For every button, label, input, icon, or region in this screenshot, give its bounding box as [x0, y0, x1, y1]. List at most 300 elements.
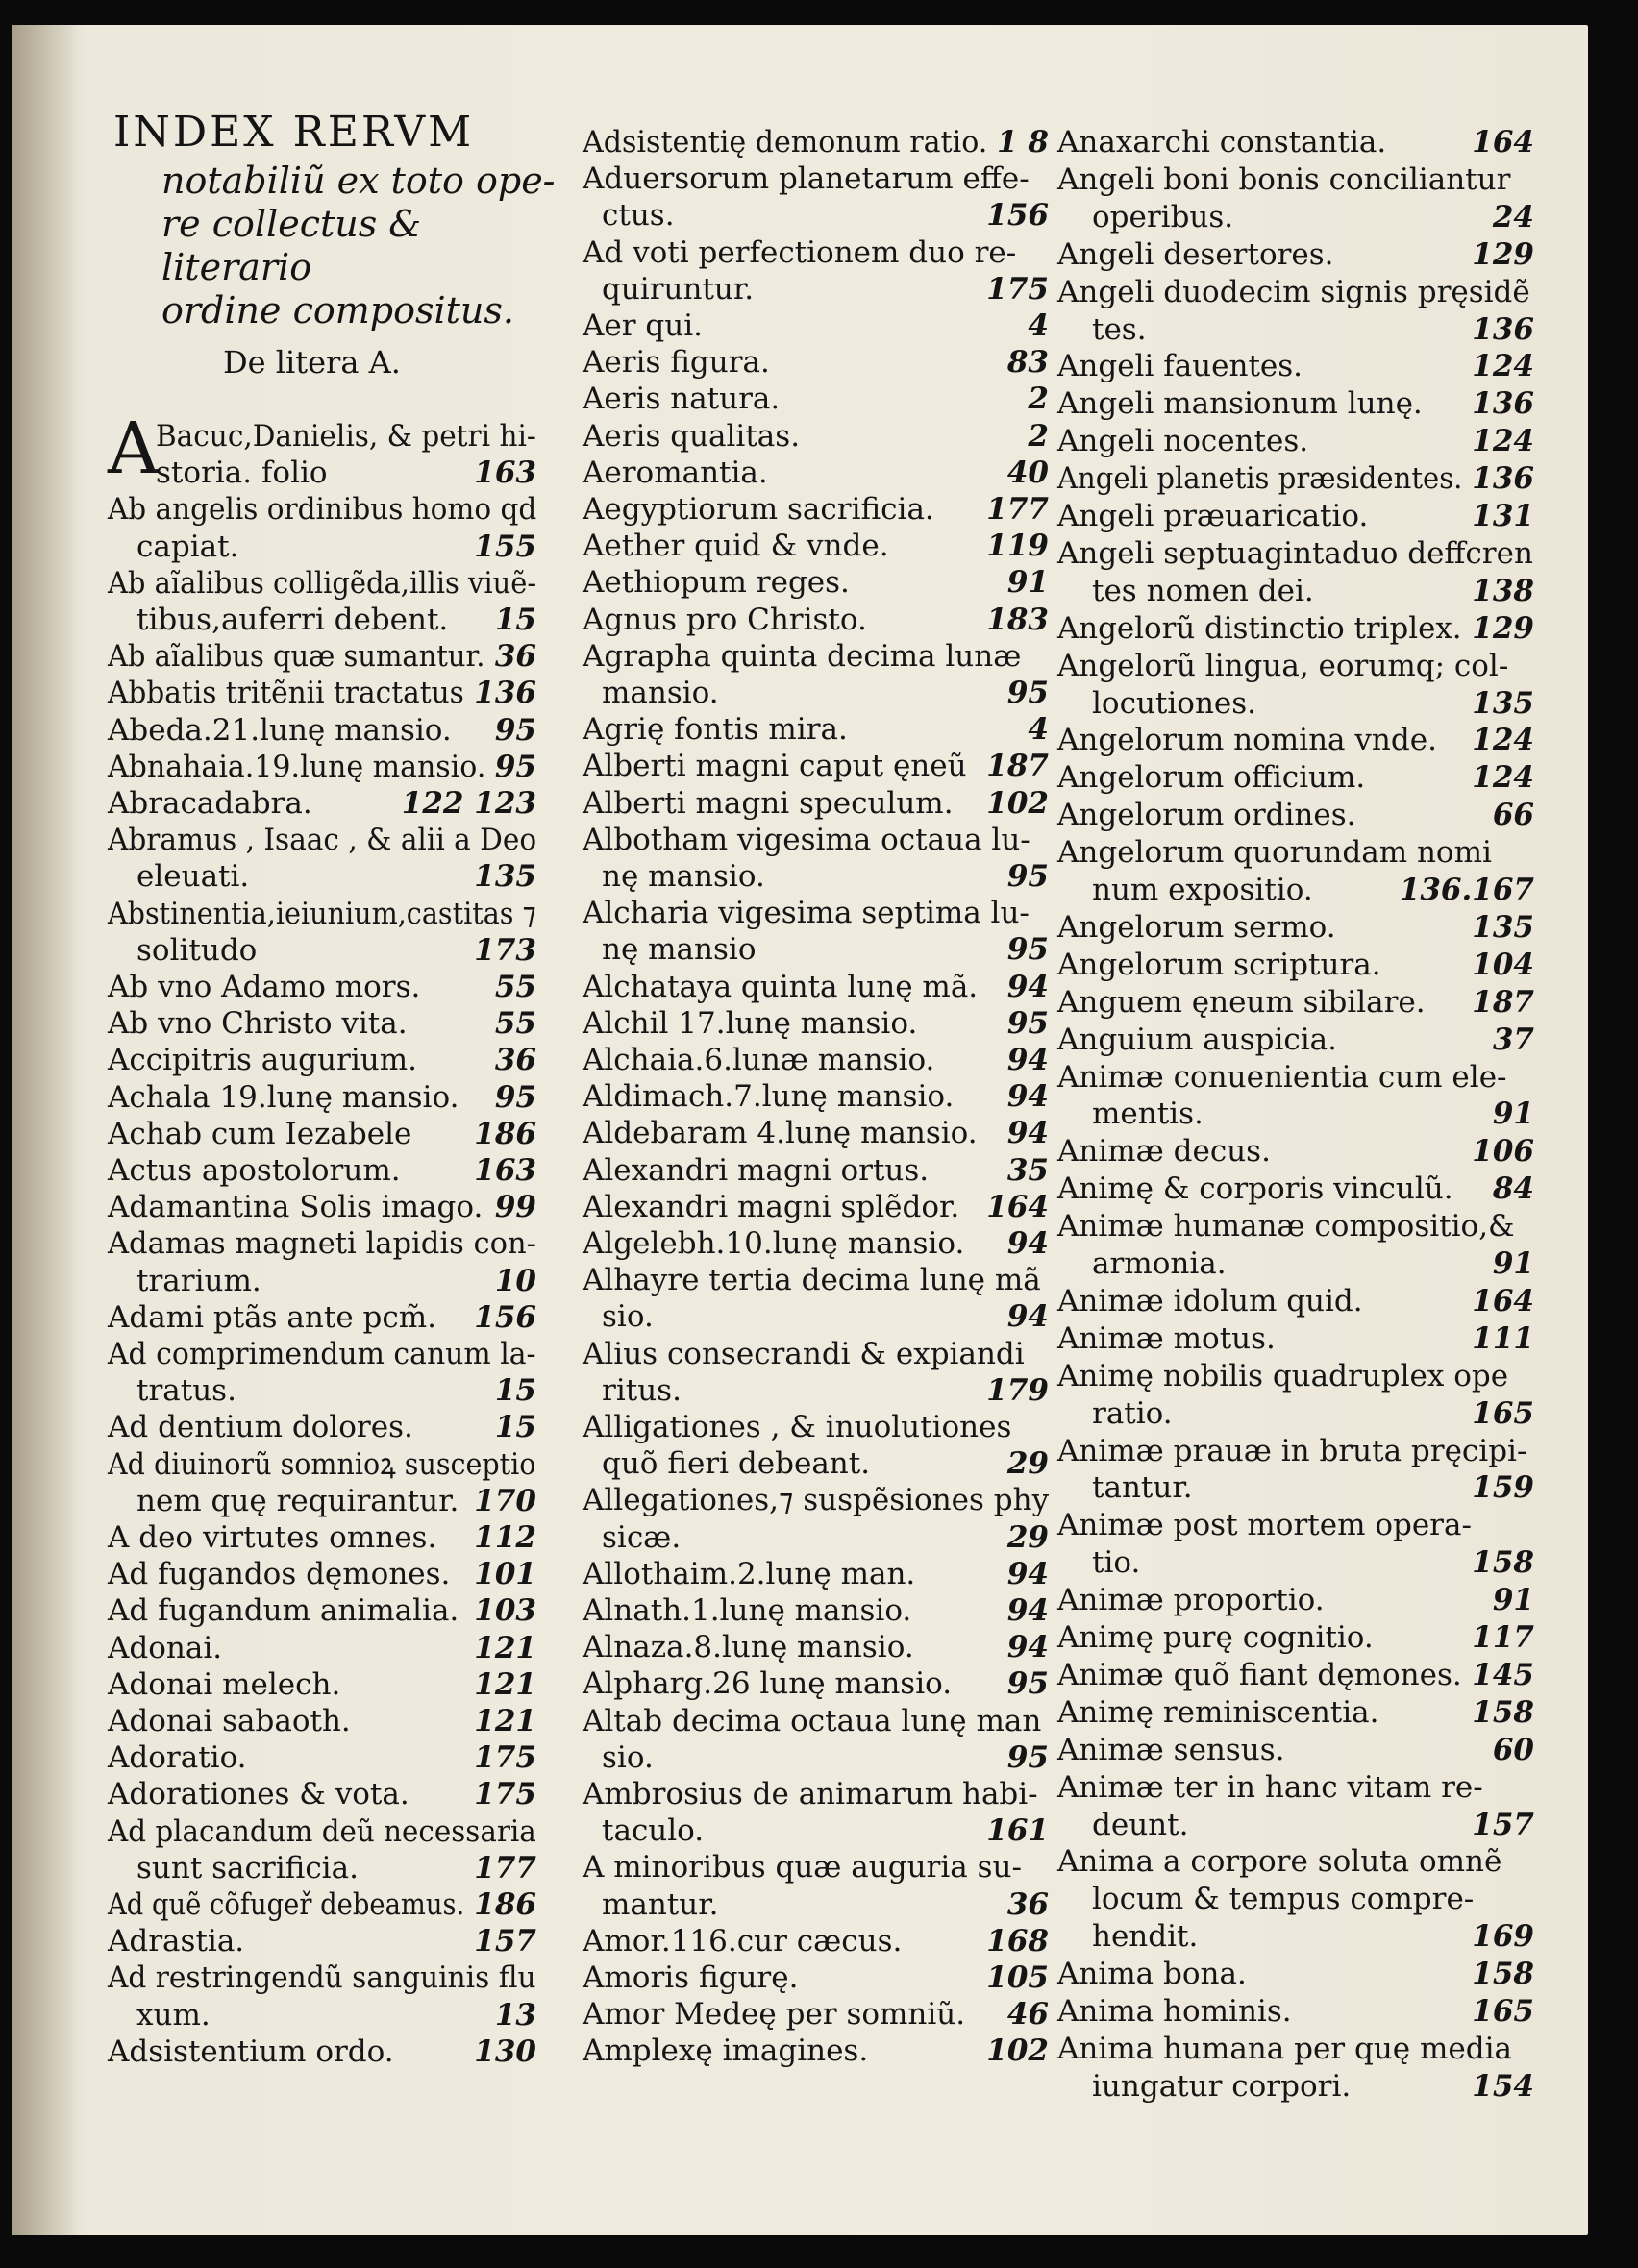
entry-text: Anima bona.: [1057, 1957, 1247, 1992]
entry-page-number: 154: [1472, 2068, 1534, 2104]
entry-page-number: 29: [1006, 1446, 1049, 1482]
entry-page-number: 95: [1006, 1005, 1049, 1041]
entry-text: deunt.: [1092, 1807, 1189, 1842]
entry-text: Animę & corporis vinculũ.: [1057, 1171, 1453, 1207]
index-entry-line: [583, 1777, 1049, 1812]
entry-text: Animæ sensus.: [1057, 1732, 1285, 1767]
entry-page-number: 106: [1472, 1134, 1534, 1170]
index-entry-line: [108, 1631, 536, 1665]
entry-text: Aether quid & vnde.: [583, 529, 889, 564]
entry-text: Ad dentium dolores.: [108, 1410, 413, 1445]
drop-cap: A: [108, 407, 160, 490]
entry-page-number: 46: [1006, 1997, 1049, 2033]
index-entry-line: [583, 456, 1049, 490]
index-entry-line: [108, 750, 536, 784]
index-entry-line: [1057, 237, 1534, 272]
entry-text: xum.: [136, 1997, 211, 2033]
entry-page-number: 175: [474, 1740, 536, 1776]
entry-page-number: 99: [494, 1190, 536, 1225]
entry-page-number: 4: [1028, 308, 1049, 343]
index-entry-line: [108, 1337, 536, 1371]
index-entry-line: [1057, 1396, 1534, 1431]
entry-page-number: 36: [1006, 1886, 1049, 1922]
index-entry-line: [1057, 1134, 1534, 1169]
entry-page-number: 168: [986, 1923, 1049, 1959]
index-entry-line: [108, 456, 536, 490]
index-entry-line: [583, 1813, 1049, 1848]
entry-page-number: 121: [474, 1666, 536, 1702]
index-entry-line: [583, 1263, 1049, 1297]
entry-text: sunt sacrificia.: [136, 1850, 359, 1886]
entry-text: Aeromantia.: [583, 455, 768, 490]
entry-text: Ab vno Christo vita.: [108, 1006, 408, 1042]
entry-text: Animæ humanæ compositio,&: [1057, 1209, 1515, 1245]
entry-page-number: 66: [1492, 798, 1534, 833]
entry-text: Animæ decus.: [1057, 1134, 1271, 1170]
index-entry-line: [108, 492, 536, 527]
entry-text: Amor Medeę per somniũ.: [583, 1997, 966, 2033]
entry-text: nę mansio.: [602, 859, 765, 894]
entry-text: Bacuc,Danielis, & petri hi-: [156, 419, 536, 454]
index-entry-line: [583, 345, 1049, 380]
entry-text: sio.: [602, 1739, 654, 1775]
entry-text: Adoratio.: [108, 1740, 247, 1776]
index-entry-line: [1057, 1246, 1534, 1281]
entry-text: sicæ.: [602, 1519, 682, 1555]
entry-page-number: 112: [474, 1520, 536, 1555]
entry-text: Aegyptiorum sacrificia.: [583, 492, 934, 527]
entry-text: Ab vno Adamo mors.: [108, 970, 421, 1004]
entry-page-number: 95: [494, 712, 536, 748]
entry-text: Achab cum Iezabele: [108, 1116, 412, 1151]
index-entry-line: [583, 639, 1049, 674]
index-entry-line: [1057, 1620, 1534, 1655]
index-entry-line: [1057, 162, 1534, 197]
index-entry-line: [1057, 985, 1534, 1020]
entry-page-number: 94: [1006, 1630, 1049, 1665]
entry-text: sio.: [602, 1299, 654, 1335]
index-entry-line: [108, 1998, 536, 2033]
entry-text: iungatur corpori.: [1092, 2068, 1352, 2104]
index-entry-line: [583, 603, 1049, 637]
index-entry-line: [108, 1300, 536, 1335]
entry-page-number: 164: [1472, 125, 1534, 160]
index-entry-line: [108, 897, 536, 931]
entry-page-number: 102: [986, 2034, 1049, 2069]
index-entry-line: [1057, 760, 1534, 795]
index-entry-line: [1057, 1770, 1534, 1805]
entry-text: Angelorũ distinctio triplex.: [1057, 610, 1462, 646]
entry-text: tes nomen dei.: [1092, 573, 1314, 608]
entry-page-number: 29: [1006, 1519, 1049, 1555]
entry-text: Adsistentium ordo.: [108, 2034, 394, 2069]
entry-text: capiat.: [136, 529, 239, 564]
entry-page-number: 159: [1472, 1470, 1534, 1506]
entry-text: Ad restringendũ sanguinis flu: [108, 1960, 536, 1996]
index-entry-line: [108, 1117, 536, 1151]
index-entry-line: [583, 1373, 1049, 1408]
entry-page-number: 15: [494, 1410, 536, 1445]
entry-text: Allothaim.2.lunę man.: [583, 1556, 916, 1591]
entry-page-number: 186: [474, 1887, 536, 1922]
entry-text: Algelebh.10.lunę mansio.: [583, 1226, 965, 1261]
entry-page-number: 91: [1492, 1583, 1534, 1618]
index-entry-line: [108, 786, 536, 821]
entry-text: mentis.: [1092, 1097, 1204, 1132]
entry-page-number: 94: [1006, 1116, 1049, 1151]
entry-text: Angeli præuaricatio.: [1057, 499, 1369, 533]
entry-page-number: 164: [986, 1189, 1049, 1224]
entry-text: Animæ ter in hanc vitam re-: [1057, 1769, 1483, 1805]
entry-text: Amplexę imagines.: [583, 2034, 869, 2069]
entry-text: Abramus , Isaac , & alii a Deo: [108, 823, 537, 858]
entry-page-number: 104: [1472, 947, 1534, 982]
index-entry-line: [583, 1079, 1049, 1114]
entry-text: Amor.116.cur cæcus.: [583, 1923, 903, 1959]
entry-page-number: 145: [1472, 1657, 1534, 1692]
entry-text: Angelorum officium.: [1057, 760, 1366, 796]
index-entry-line: [583, 1666, 1049, 1701]
entry-page-number: 124: [1472, 349, 1534, 384]
entry-text: Animæ prauæ in bruta pręcipi-: [1057, 1433, 1527, 1468]
entry-text: mantur.: [602, 1886, 719, 1922]
entry-text: A minoribus quæ auguria su-: [583, 1850, 1022, 1886]
index-entry-line: [1057, 1434, 1534, 1468]
entry-text: locum & tempus compre-: [1092, 1882, 1475, 1917]
index-entry-line: [583, 382, 1049, 416]
entry-page-number: 35: [1006, 1152, 1049, 1188]
entry-page-number: 158: [1472, 1957, 1534, 1992]
entry-text: Adonai melech.: [108, 1666, 341, 1702]
index-entry-line: [108, 603, 536, 637]
entry-page-number: 15: [494, 1373, 536, 1409]
entry-text: Animæ quõ fiant dęmones.: [1057, 1657, 1462, 1692]
entry-page-number: 186: [474, 1116, 536, 1151]
index-entry-line: [1057, 125, 1534, 160]
entry-page-number: 91: [1492, 1097, 1534, 1132]
index-entry-line: [583, 161, 1049, 196]
index-entry-line: [108, 1593, 536, 1628]
index-entry-line: [583, 125, 1049, 160]
entry-text: Ab aĩalibus quæ sumantur.: [108, 639, 485, 675]
index-entry-line: [583, 1153, 1049, 1188]
entry-text: trarium.: [136, 1263, 261, 1298]
entry-text: Animæ post mortem opera-: [1057, 1508, 1472, 1543]
index-entry-line: [1057, 1957, 1534, 1991]
index-entry-line: [1057, 686, 1534, 721]
entry-page-number: 83: [1006, 345, 1049, 381]
index-entry-line: [1057, 835, 1534, 870]
entry-page-number: 130: [474, 2034, 536, 2069]
index-entry-line: [108, 1447, 536, 1482]
entry-text: storia. folio: [156, 456, 328, 491]
entry-page-number: 161: [986, 1813, 1049, 1849]
entry-text: Angelorum nomina vnde.: [1057, 723, 1437, 758]
index-entry-line: [108, 530, 536, 564]
index-subtitle-line-1: notabiliũ ex toto ope-: [161, 160, 556, 202]
entry-page-number: 95: [1006, 932, 1049, 968]
index-entry-line: [1057, 424, 1534, 458]
entry-text: num expositio.: [1092, 873, 1313, 907]
entry-text: Ambrosius de animarum habi-: [583, 1777, 1038, 1812]
entry-text: Alchataya quinta lunę mã.: [583, 969, 979, 1004]
index-entry-line: [583, 1410, 1049, 1444]
entry-page-number: 94: [1006, 1226, 1049, 1261]
index-entry-line: [108, 1373, 536, 1408]
index-entry-line: [583, 1299, 1049, 1334]
index-entry-line: [108, 639, 536, 674]
index-entry-line: [108, 1704, 536, 1738]
entry-page-number: 55: [494, 1006, 536, 1042]
entry-text: Abstinentia,ieiunium,castitas ⁊: [108, 896, 536, 931]
index-entry-line: [1057, 1508, 1534, 1542]
entry-text: Abeda.21.lunę mansio.: [108, 712, 452, 748]
index-entry-line: [583, 1924, 1049, 1959]
index-entry-line: [1057, 1658, 1534, 1692]
index-entry-line: [108, 1557, 536, 1591]
index-entry-line: [583, 1006, 1049, 1041]
entry-text: Ab aĩalibus colligẽda,illis viuẽ-: [108, 565, 537, 601]
index-entry-line: [108, 1887, 536, 1922]
entry-text: Abnahaia.19.lunę mansio.: [108, 749, 486, 784]
index-entry-line: [1057, 649, 1534, 683]
entry-page-number: 157: [1472, 1807, 1534, 1842]
entry-text: Anguium auspicia.: [1057, 1022, 1338, 1057]
entry-text: ratio.: [1092, 1395, 1173, 1431]
entry-page-number: 40: [1006, 455, 1049, 490]
index-entry-line: [583, 419, 1049, 454]
entry-text: Adsistentię demonum ratio.: [583, 125, 988, 160]
entry-text: Aethiopum reges.: [583, 565, 850, 601]
entry-text: ctus.: [602, 198, 675, 234]
entry-text: Adonai sabaoth.: [108, 1704, 351, 1738]
entry-page-number: 95: [1006, 1739, 1049, 1775]
entry-text: Alligationes , & inuolutiones: [583, 1410, 1012, 1444]
entry-page-number: 169: [1472, 1919, 1534, 1955]
index-entry-line: [1057, 461, 1534, 496]
index-entry-line: [583, 786, 1049, 821]
entry-page-number: 119: [986, 529, 1049, 564]
entry-text: Anima humana per quę media: [1057, 2031, 1512, 2066]
index-entry-line: [583, 1557, 1049, 1591]
index-entry-line: [1057, 1882, 1534, 1916]
entry-page-number: 158: [1472, 1694, 1534, 1730]
entry-text: operibus.: [1092, 199, 1234, 234]
entry-text: tes.: [1092, 311, 1147, 347]
entry-text: solitudo: [136, 932, 258, 968]
index-entry-line: [1057, 910, 1534, 945]
index-entry-line: [583, 1630, 1049, 1664]
entry-page-number: 95: [1006, 1666, 1049, 1702]
index-entry-line: [583, 235, 1049, 270]
index-entry-line: [583, 1226, 1049, 1261]
entry-page-number: 165: [1472, 1395, 1534, 1431]
entry-text: Aeris qualitas.: [583, 418, 801, 454]
entry-text: Animæ proportio.: [1057, 1583, 1325, 1618]
entry-page-number: 135: [474, 859, 536, 895]
entry-text: Abbatis tritẽnii tractatus: [108, 676, 464, 711]
entry-text: Alcharia vigesima septima lu-: [583, 896, 1030, 931]
index-entry-line: [108, 1851, 536, 1886]
entry-page-number: 136: [1472, 386, 1534, 422]
entry-text: Anima hominis.: [1057, 1994, 1292, 2029]
index-entry-line: [583, 1997, 1049, 2032]
index-entry-line: [108, 859, 536, 894]
index-entry-line: [1057, 1359, 1534, 1393]
entry-text: Animæ conuenientia cum ele-: [1057, 1059, 1507, 1095]
entry-page-number: 13: [494, 1997, 536, 2033]
entry-text: Animę purę cognitio.: [1057, 1620, 1374, 1655]
entry-text: armonia.: [1092, 1246, 1227, 1281]
entry-page-number: 175: [986, 271, 1049, 307]
entry-page-number: 136: [474, 676, 536, 711]
index-entry-line: [583, 198, 1049, 233]
entry-page-number: 173: [474, 932, 536, 968]
index-entry-line: [583, 1850, 1049, 1885]
entry-text: A deo virtutes omnes.: [108, 1520, 437, 1555]
entry-text: Animæ motus.: [1057, 1320, 1276, 1356]
index-entry-line: [108, 676, 536, 710]
index-entry-line: [583, 896, 1049, 930]
entry-text: Adrastia.: [108, 1924, 245, 1960]
index-entry-line: [108, 970, 536, 1004]
entry-text: Ad comprimendum canum la-: [108, 1337, 536, 1371]
entry-text: Animę nobilis quadruplex ope: [1057, 1358, 1509, 1393]
entry-page-number: 163: [474, 456, 536, 491]
entry-text: locutiones.: [1092, 685, 1257, 721]
index-heading: [113, 106, 575, 333]
entry-text: Albotham vigesima octaua lu-: [583, 822, 1030, 857]
entry-text: Ab angelis ordinibus homo qd: [108, 492, 537, 528]
index-entry-line: [108, 419, 536, 454]
entry-page-number: 95: [1006, 859, 1049, 894]
entry-page-number: 94: [1006, 1593, 1049, 1628]
entry-text: Ad diuinorũ somnioꝝ susceptio: [108, 1446, 536, 1482]
entry-page-number: 4: [1028, 712, 1049, 748]
entry-text: Adonai.: [108, 1630, 223, 1665]
index-entry-line: [1057, 798, 1534, 832]
index-entry-line: [108, 713, 536, 748]
entry-text: Angeli boni bonis conciliantur: [1057, 161, 1511, 197]
index-entry-line: [1057, 1545, 1534, 1580]
entry-text: Angelorũ lingua, eorumq; col-: [1057, 648, 1509, 683]
index-entry-line: [108, 933, 536, 968]
entry-page-number: 175: [474, 1777, 536, 1812]
index-entry-line: [1057, 873, 1534, 907]
index-entry-line: [108, 1960, 536, 1995]
index-entry-line: [108, 1190, 536, 1224]
entry-text: Abracadabra.: [108, 786, 312, 821]
entry-page-number: 95: [1006, 676, 1049, 710]
entry-page-number: 15: [494, 603, 536, 637]
entry-text: Alchaia.6.lunæ mansio.: [583, 1043, 935, 1077]
entry-page-number: 156: [986, 198, 1049, 234]
entry-page-number: 124: [1472, 723, 1534, 758]
entry-page-number: 135: [1472, 909, 1534, 945]
entry-text: Accipitris augurium.: [108, 1043, 417, 1078]
entry-text: ritus.: [602, 1372, 682, 1408]
entry-page-number: 94: [1006, 969, 1049, 1004]
index-entry-line: [1057, 1321, 1534, 1356]
entry-text: tratus.: [136, 1373, 236, 1409]
index-entry-line: [1057, 1209, 1534, 1244]
entry-page-number: 94: [1006, 1043, 1049, 1077]
entry-text: nem quę requirantur.: [136, 1483, 459, 1518]
entry-page-number: 36: [494, 639, 536, 675]
entry-page-number: 187: [1472, 984, 1534, 1020]
index-entry-line: [583, 565, 1049, 600]
entry-page-number: 36: [494, 1043, 536, 1078]
section-heading: De litera A.: [223, 344, 401, 381]
index-entry-line: [1057, 2032, 1534, 2066]
entry-page-number: 111: [1472, 1320, 1534, 1356]
entry-text: Alpharg.26 lunę mansio.: [583, 1666, 953, 1702]
entry-page-number: 101: [474, 1557, 536, 1592]
entry-text: Achala 19.lunę mansio.: [108, 1079, 459, 1115]
entry-page-number: 60: [1492, 1732, 1534, 1767]
entry-page-number: 165: [1472, 1994, 1534, 2029]
entry-text: Agrapha quinta decima lunæ: [583, 638, 1022, 674]
entry-page-number: 91: [1492, 1246, 1534, 1281]
entry-text: taculo.: [602, 1813, 705, 1849]
entry-text: quõ fieri debeant.: [602, 1446, 871, 1482]
index-entry-line: [583, 749, 1049, 783]
entry-page-number: 37: [1492, 1022, 1534, 1057]
entry-text: Ad fugandos dęmones.: [108, 1557, 451, 1592]
index-entry-line: [583, 1190, 1049, 1224]
entry-page-number: 55: [494, 970, 536, 1004]
entry-text: Animæ idolum quid.: [1057, 1283, 1363, 1319]
entry-text: Aeris natura.: [583, 382, 781, 417]
index-entry-line: [1057, 1060, 1534, 1095]
entry-text: quiruntur.: [602, 271, 755, 307]
index-entry-line: [1057, 386, 1534, 421]
entry-page-number: 103: [474, 1593, 536, 1629]
entry-page-number: 124: [1472, 424, 1534, 459]
entry-page-number: 121: [474, 1704, 536, 1738]
entry-page-number: 124: [1472, 760, 1534, 796]
index-entry-line: [1057, 948, 1534, 982]
index-entry-line: [583, 2034, 1049, 2068]
index-entry-line: [108, 1226, 536, 1261]
entry-text: Angeli planetis præsidentes.: [1057, 461, 1463, 497]
entry-page-number: 136: [1472, 311, 1534, 347]
entry-page-number: 94: [1006, 1079, 1049, 1115]
index-entry-line: [1057, 723, 1534, 757]
index-entry-line: [1057, 1844, 1534, 1879]
index-entry-line: [108, 2034, 536, 2069]
entry-text: Aer qui.: [583, 308, 703, 343]
index-entry-line: [108, 1924, 536, 1959]
index-subtitle-line-3: ordine compositus.: [161, 289, 514, 332]
entry-text: Anima a corpore soluta omnẽ: [1057, 1844, 1502, 1880]
entry-page-number: 187: [986, 749, 1049, 784]
index-entry-line: [1057, 1171, 1534, 1206]
entry-page-number: 117: [1472, 1620, 1534, 1655]
entry-text: Anaxarchi constantia.: [1057, 125, 1387, 160]
entry-page-number: 129: [1472, 610, 1534, 646]
index-entry-line: [1057, 2069, 1534, 2104]
index-entry-line: [583, 970, 1049, 1004]
index-entry-line: [1057, 499, 1534, 533]
entry-page-number: 138: [1472, 573, 1534, 608]
index-entry-line: [1057, 1994, 1534, 2029]
entry-text: Angeli mansionum lunę.: [1057, 386, 1423, 422]
entry-text: Aduersorum planetarum effe-: [583, 161, 1030, 197]
entry-page-number: 157: [474, 1924, 536, 1960]
entry-page-number: 164: [1472, 1283, 1534, 1319]
index-entry-line: [108, 823, 536, 857]
